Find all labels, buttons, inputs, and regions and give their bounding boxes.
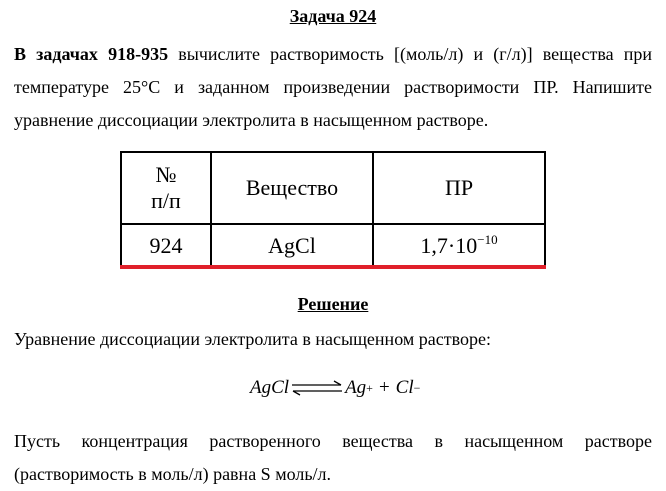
pr-base: 1,7·10 [420,233,478,258]
header-number [121,152,211,224]
task-statement [14,38,652,137]
header-number-sign: № [155,162,177,187]
task-text: вычислите растворимость [(моль/л) и (г/л)] вещества при температуре 25°С и заданном произведении растворимости ПР. Напишите уравнение диссоциации электролита в насыщенном растворе. [14,44,652,130]
equation-reactant: AgCl [250,377,290,398]
dissociation-equation: AgCl Ag + + Cl − [250,377,421,398]
equation-plus: + [378,377,390,398]
table-row [121,224,545,268]
cell-number: 924 [121,224,211,268]
header-substance: Вещество [211,152,373,224]
solution-text: Пусть концентрация растворенного вещества в насыщенном растворе (растворимость в моль/л) равна S моль/л. [14,431,652,484]
page-title: Задача 924 [289,6,377,26]
header-pr: ПР [373,152,545,224]
data-table [120,151,546,269]
dissociation-intro: Уравнение диссоциации электролита в насыщенном растворе: [14,329,491,349]
header-number-label: п/п [151,188,181,213]
equation-anion: Cl [395,377,414,398]
solution-heading: Решение [297,294,369,314]
equation-cation: Ag [345,377,367,398]
cell-substance: AgCl [211,224,373,268]
equilibrium-arrow-icon [291,380,343,396]
pr-exponent: −10 [477,232,498,247]
highlight-underline [120,265,546,269]
table-header-row [121,152,545,224]
task-range: В задачах 918-935 [14,44,169,64]
cell-pr [373,224,545,268]
